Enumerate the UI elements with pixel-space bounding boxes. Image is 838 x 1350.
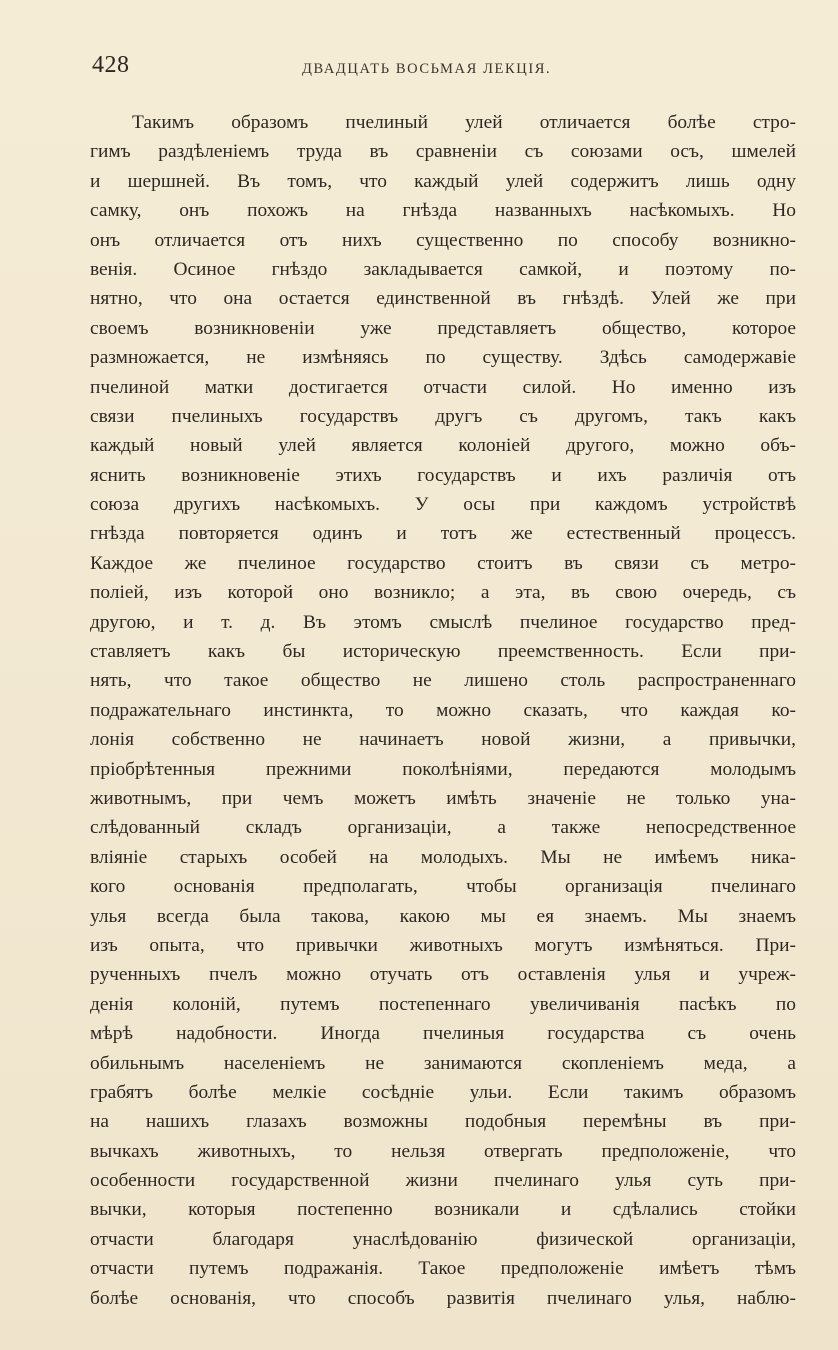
text-line: нятно, что она остается единственной въ гнѣздѣ. Улей же при <box>90 288 796 310</box>
text-line: и шершней. Въ томъ, что каждый улей содержитъ лишь одну <box>90 170 796 192</box>
text-line: нять, что такое общество не лишено столь распространеннаго <box>90 670 796 692</box>
page-header <box>92 52 792 88</box>
text-line: подражательнаго инстинкта, то можно сказать, что каждая ко- <box>90 699 796 721</box>
text-line: мѣрѣ надобности. Иногда пчелиныя государства съ очень <box>90 1023 796 1045</box>
text-line: венія. Осиное гнѣздо закладывается самкой, и поэтому по- <box>90 258 796 280</box>
text-line: обильнымъ населеніемъ не занимаются скопленіемъ меда, а <box>90 1052 796 1074</box>
text-line: отчасти путемъ подражанія. Такое предположеніе имѣетъ тѣмъ <box>90 1258 796 1280</box>
text-line: поліей, изъ которой оно возникло; а эта, въ свою очередь, съ <box>90 582 796 604</box>
text-line: гнѣзда повторяется одинъ и тотъ же естественный процессъ. <box>90 523 796 545</box>
text-line: пчелиной матки достигается отчасти силой. Но именно изъ <box>90 376 796 398</box>
text-line: каждый новый улей является колоніей другого, можно объ- <box>90 435 796 457</box>
text-line: особенности государственной жизни пчелинаго улья суть при- <box>90 1170 796 1192</box>
text-line: вліяніе старыхъ особей на молодыхъ. Мы не имѣемъ ника- <box>90 846 796 868</box>
text-line: другою, и т. д. Въ этомъ смыслѣ пчелиное государство пред- <box>90 611 796 633</box>
text-line: грабятъ болѣе мелкіе сосѣдніе ульи. Если такимъ образомъ <box>90 1081 796 1103</box>
text-line: вычки, которыя постепенно возникали и сдѣлались стойки <box>90 1199 796 1221</box>
text-line: размножается, не измѣняясь по существу. Здѣсь самодержавіе <box>90 347 796 369</box>
text-line: рученныхъ пчелъ можно отучать отъ оставленія улья и учреж- <box>90 964 796 986</box>
text-line: болѣе основанія, что способъ развитія пчелинаго улья, наблю- <box>90 1287 796 1309</box>
text-line: Каждое же пчелиное государство стоитъ въ связи съ метро- <box>90 552 796 574</box>
text-line: онъ отличается отъ нихъ существенно по способу возникно- <box>90 229 796 251</box>
text-line: союза другихъ насѣкомыхъ. У осы при каждомъ устройствѣ <box>90 494 796 516</box>
text-line: изъ опыта, что привычки животныхъ могутъ измѣняться. При- <box>90 934 796 956</box>
text-line: вычкахъ животныхъ, то нельзя отвергать предположеніе, что <box>90 1140 796 1162</box>
page-number: 428 <box>92 52 130 78</box>
text-line: на нашихъ глазахъ возможны подобныя перемѣны въ при- <box>90 1111 796 1133</box>
text-line: гимъ раздѣленіемъ труда въ сравненіи съ союзами осъ, шмелей <box>90 141 796 163</box>
text-line: кого основанія предполагать, чтобы организація пчелинаго <box>90 876 796 898</box>
running-head: ДВАДЦАТЬ ВОСЬМАЯ ЛЕКЦІЯ. <box>302 61 552 77</box>
text-line: яснить возникновеніе этихъ государствъ и ихъ различія отъ <box>90 464 796 486</box>
text-line: улья всегда была такова, какою мы ея знаемъ. Мы знаемъ <box>90 905 796 927</box>
text-line: отчасти благодаря унаслѣдованію физической организаціи, <box>90 1228 796 1250</box>
body-text <box>90 108 796 1313</box>
text-line: ставляетъ какъ бы историческую преемственность. Если при- <box>90 641 796 663</box>
text-line: животнымъ, при чемъ можетъ имѣть значеніе не только уна- <box>90 787 796 809</box>
text-line: своемъ возникновеніи уже представляетъ общество, которое <box>90 317 796 339</box>
text-line: лонія собственно не начинаетъ новой жизни, а привычки, <box>90 729 796 751</box>
text-line: самку, онъ похожъ на гнѣзда названныхъ насѣкомыхъ. Но <box>90 200 796 222</box>
text-line: связи пчелиныхъ государствъ другъ съ другомъ, такъ какъ <box>90 405 796 427</box>
text-line: Такимъ образомъ пчелиный улей отличается болѣе стро- <box>132 112 796 133</box>
text-line: пріобрѣтенныя прежними поколѣніями, передаются молодымъ <box>90 758 796 780</box>
text-line: слѣдованный складъ организаціи, а также непосредственное <box>90 817 796 839</box>
text-line: денія колоній, путемъ постепеннаго увеличиванія пасѣкъ по <box>90 993 796 1015</box>
